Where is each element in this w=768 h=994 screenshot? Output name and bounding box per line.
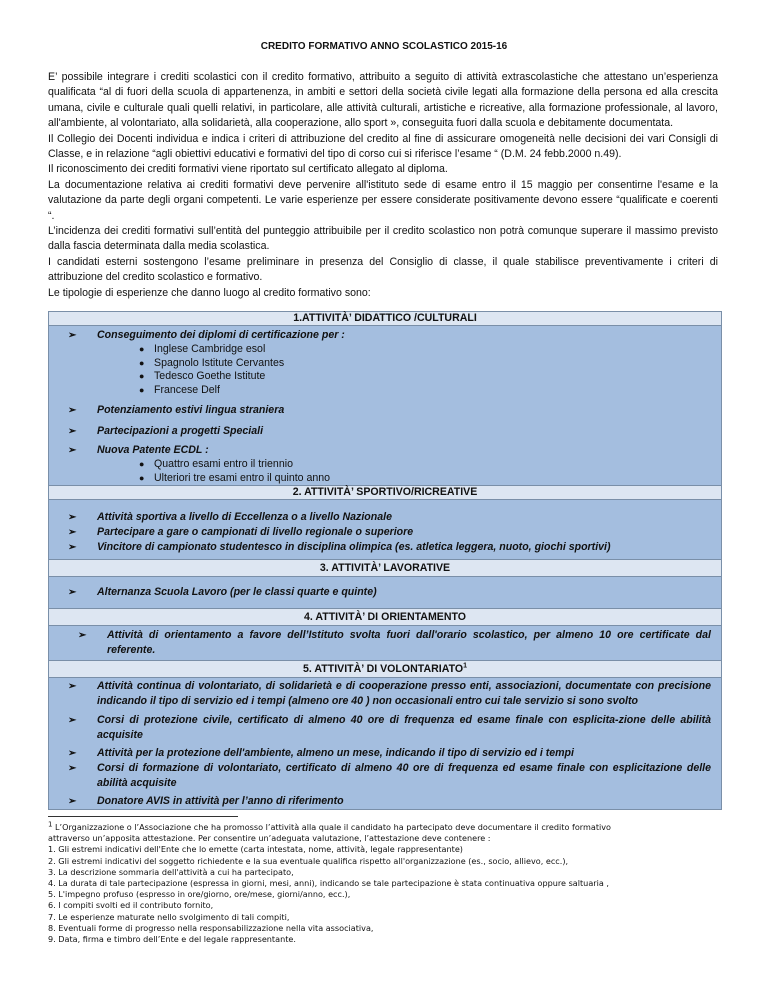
list-item: ➢ Attività sportiva a livello di Eccellenza o a livello Nazionale [68, 511, 392, 523]
arrow-bullet-icon: ➢ [68, 330, 77, 341]
list-item: ➢ Attività continua di volontariato, di solidarietà e di cooperazione presso enti, associazioni, documentate con precisione indicando il tipo di servizio ed i tempi (almeno ore 40 ) non occasionali entro cui tale servizio si sono svolto [68, 680, 711, 707]
footnote-marker: 1 [48, 820, 53, 829]
section-heading: 2. ATTIVITÀ’ SPORTIVO/RICREATIVE [49, 485, 721, 500]
intro-paragraph: Le tipologie di esperienze che danno luogo al credito formativo sono: [48, 286, 371, 299]
arrow-bullet-icon: ➢ [68, 542, 77, 553]
footnote-line: 6. I compiti svolti ed il contributo fornito, [48, 900, 214, 911]
list-item: ➢ Corsi di protezione civile, certificato di almeno 40 ore di frequenza ed esame finale con esplicita-zione delle abilità acquisite [68, 714, 711, 741]
footnote-line: 8. Eventuali forme di progresso nella responsabilizzazione nella vita associativa, [48, 922, 374, 933]
arrow-bullet-icon: ➢ [68, 587, 77, 598]
footnote-line: 2. Gli estremi indicativi del soggetto richiedente e la sua eventuale qualifica rispetto all'organizzazione (es., socio, allievo, ecc.), [48, 855, 569, 866]
section-heading: 4. ATTIVITÀ’ DI ORIENTAMENTO [49, 608, 721, 626]
bullet-icon: ● [139, 459, 145, 469]
section-volontariato [49, 660, 721, 809]
intro-paragraph: I candidati esterni sostengono l’esame preliminare in presenza del Consiglio di classe, il quale stabilisce preventivamente i criteri di attribuzione del credito scolastico e formativo. [48, 255, 718, 284]
sub-list-item: ● Francese Delf [139, 383, 220, 396]
arrow-bullet-icon: ➢ [68, 715, 77, 726]
list-item: ➢ Conseguimento dei diplomi di certificazione per : [68, 329, 345, 341]
footnote-line: 9. Data, firma e timbro dell’Ente e del legale rappresentante. [48, 934, 296, 945]
arrow-bullet-icon: ➢ [68, 426, 77, 437]
intro-paragraph: E’ possibile integrare i crediti scolastici con il credito formativo, attribuito a seguito di attività extrascolastiche che attestano un’esperienza qualificata “al di fuori della scuola di appartenenza, in ambiti e settori della società civile legati alla formazione della persona ed alla crescita umana, civile e culturale quali quelli relativi, in particolare, alle attività culturali, artistiche e ricreative, alla formazione professionale, al lavoro, all'ambiente, al volontariato, alla solidarietà, alla cooperazione, allo sport », conseguita fuori dalla scuola e debitamente documentata. [48, 71, 718, 130]
bullet-icon: ● [139, 371, 145, 381]
intro-paragraph: Il riconoscimento dei crediti formativi viene riportato sul certificato allegato al diploma. [48, 163, 448, 176]
arrow-bullet-icon: ➢ [68, 405, 77, 416]
section-sportivo-ricreative [49, 485, 721, 559]
intro-paragraph: Il Collegio dei Docenti individua e indica i criteri di attribuzione del credito al fine di assicurare omogeneità nelle decisioni dei vari Consigli di Classe, e in relazione “agli obiettivi educativi e formativi del tipo di corso cui si riferisce l’esame “ (D.M. 24 febb.2000 n.49). [48, 132, 718, 161]
experience-types-table [48, 311, 722, 810]
bullet-icon: ● [139, 357, 145, 368]
bullet-icon: ● [139, 384, 145, 395]
bullet-icon: ● [139, 472, 145, 483]
list-item: ➢ Vincitore di campionato studentesco in disciplina olimpica (es. atletica leggera, nuoto, giochi sportivi) [68, 541, 611, 553]
footnote-line: 1. Gli estremi indicativi dell'Ente che lo emette (carta intestata, nome, attività, legale rappresentante) [48, 844, 463, 855]
sub-list-item: ● Tedesco Goethe Istitute [139, 370, 266, 382]
intro-paragraph: L’incidenza dei crediti formativi sull’entità del punteggio attribuibile per il credito scolastico non potrà comunque superare il massimo previsto dalla fascia determinata dalla media scolastica. [48, 225, 718, 253]
section-heading: 3. ATTIVITÀ’ LAVORATIVE [49, 559, 721, 577]
section-heading: 1.ATTIVITÀ’ DIDATTICO /CULTURALI [49, 312, 721, 326]
footnote-separator [48, 816, 238, 817]
arrow-bullet-icon: ➢ [68, 796, 77, 807]
list-item: ➢ Alternanza Scuola Lavoro (per le classi quarte e quinte) [68, 586, 377, 598]
list-item: ➢ Potenziamento estivi lingua straniera [68, 404, 285, 416]
section-lavorative [49, 559, 721, 608]
arrow-bullet-icon: ➢ [68, 681, 77, 692]
footnote-line: 5. L'impegno profuso (espresso in ore/giorno, ore/mese, giorni/anno, ecc.), [48, 889, 351, 900]
footnote-line: $^1$ L’Organizzazione o l’Associazione che ha promosso l’attività alla quale il candidato ha partecipato deve documentare il credito formativo [48, 820, 611, 832]
arrow-bullet-icon: ➢ [68, 445, 77, 456]
list-item: ➢ Partecipazioni a progetti Speciali [68, 425, 264, 437]
list-item: ➢ Corsi di formazione di volontariato, certificato di almeno 40 ore di frequenza ed esame finale con esplicitazione delle abilità acquisite [68, 762, 711, 789]
arrow-bullet-icon: ➢ [68, 748, 77, 759]
bullet-icon: ● [139, 344, 145, 354]
arrow-bullet-icon: ➢ [68, 527, 77, 538]
footnote-line: 3. La descrizione sommaria dell'attività a cui ha partecipato, [48, 866, 294, 877]
footnote-line: 7. Le esperienze maturate nello svolgimento di tali compiti, [48, 911, 290, 922]
sub-list-item: ● Inglese Cambridge esol [139, 343, 266, 355]
sub-list-item: ● Quattro esami entro il triennio [139, 458, 293, 470]
list-item: ➢ Attività di orientamento a favore dell’Istituto svolta fuori dall'orario scolastico, per almeno 10 ore certificate dal referente. [78, 629, 711, 656]
footnote-line: attraverso un’apposita attestazione. Per consentire un’adeguata valutazione, l’attestazione deve contenere : [48, 833, 491, 844]
document-title: CREDITO FORMATIVO ANNO SCOLASTICO 2015-16 [260, 41, 508, 52]
section-heading: 5. ATTIVITÀ’ DI VOLONTARIATO$^1$ [49, 660, 721, 678]
intro-paragraph: La documentazione relativa ai crediti formativi deve pervenire all'istituto sede di esame entro il 15 maggio per consentirne l'esame e la valutazione da parte degli organi competenti. Le varie esperienze per essere considerate positivamente devono essere “qualificate e coerenti “. [48, 178, 718, 222]
sub-list-item: ● Spagnolo Istitute Cervantes [139, 356, 285, 369]
footnote [48, 822, 738, 945]
list-item: ➢ Attività per la protezione dell'ambiente, almeno un mese, indicando il tipo di servizio ed i tempi [68, 747, 574, 759]
arrow-bullet-icon: ➢ [68, 763, 77, 774]
arrow-bullet-icon: ➢ [78, 630, 87, 641]
sub-list-item: ● Ulteriori tre esami entro il quinto anno [139, 471, 331, 484]
footnote-reference[interactable]: 1 [463, 662, 467, 670]
footnote-line: 4. La durata di tale partecipazione (espressa in giorni, mesi, anni), indicando se tale partecipazione è stata continuativa oppure saltuaria , [48, 878, 609, 889]
intro-text [48, 70, 718, 301]
section-orientamento [49, 608, 721, 660]
list-item: ➢ Nuova Patente ECDL : [68, 444, 209, 456]
section-didattico-culturali [49, 312, 721, 485]
list-item: ➢ Partecipare a gare o campionati di livello regionale o superiore [68, 526, 414, 538]
list-item: ➢ Donatore AVIS in attività per l’anno di riferimento [68, 795, 344, 807]
arrow-bullet-icon: ➢ [68, 512, 77, 523]
